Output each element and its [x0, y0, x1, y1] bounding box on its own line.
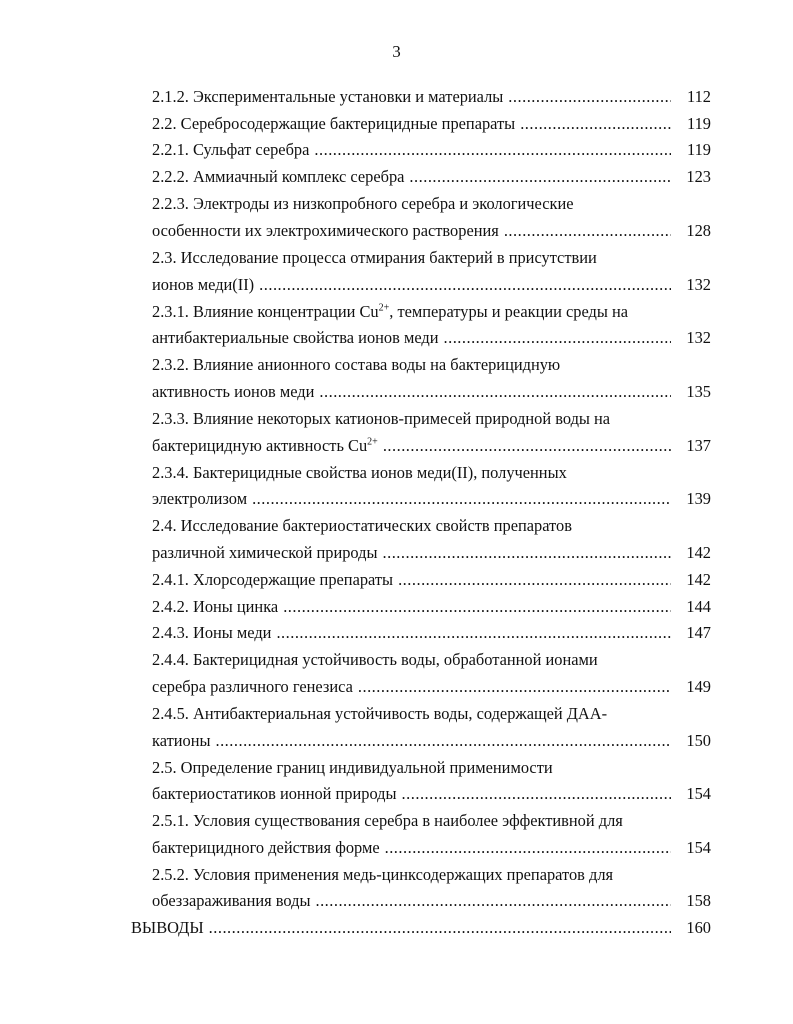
toc-entry-line — [152, 460, 711, 486]
toc-page-number: 149 — [686, 677, 711, 696]
toc-entry-title: 2.3.4. Бактерицидные свойства ионов меди(II), полученных — [152, 463, 567, 482]
toc-entry-line — [152, 808, 711, 834]
dot-leader — [520, 111, 671, 137]
toc-entry — [152, 164, 711, 190]
toc-page-number: 132 — [686, 328, 711, 347]
toc-entry-title: 2.3.2. Влияние анионного состава воды на бактерицидную — [152, 355, 561, 374]
toc-entry-title: 2.4.2. Ионы цинка — [152, 597, 279, 616]
dot-leader — [283, 594, 671, 620]
toc-page-number: 119 — [687, 114, 711, 133]
toc-entry-line — [152, 352, 711, 378]
toc-page-number: 158 — [686, 891, 711, 910]
toc-page-number: 144 — [686, 597, 711, 616]
toc-entry-title: 2.3.3. Влияние некоторых катионов-примесей природной воды на — [152, 409, 611, 428]
dot-leader — [215, 728, 671, 754]
toc-page-number: 135 — [686, 382, 711, 401]
dot-leader — [409, 164, 671, 190]
toc-entry-title-cont — [152, 433, 378, 459]
toc-page-number: 160 — [686, 918, 711, 937]
toc-entry — [152, 111, 711, 137]
toc-entry-line — [152, 191, 711, 217]
toc-entry-title: 2.2.2. Аммиачный комплекс серебра — [152, 167, 405, 186]
toc-page-number: 128 — [686, 221, 711, 240]
toc-entry — [152, 486, 711, 512]
toc-entry-title: 2.4. Исследование бактериостатических свойств препаратов — [152, 516, 572, 535]
dot-leader — [209, 915, 671, 941]
dot-leader — [383, 540, 672, 566]
toc-entry-title: 2.2.1. Сульфат серебра — [152, 140, 310, 159]
toc-page-number: 137 — [686, 436, 711, 455]
title-text: 2.3.1. Влияние концентрации Cu — [152, 302, 379, 321]
toc-entry-line — [152, 406, 711, 432]
toc-entry-line — [152, 755, 711, 781]
dot-leader — [504, 218, 671, 244]
dot-leader — [319, 379, 671, 405]
toc-page-number: 154 — [686, 784, 711, 803]
dot-leader — [358, 674, 671, 700]
toc-entry — [152, 272, 711, 298]
dot-leader — [444, 325, 672, 351]
toc-entry-title-cont: бактериостатиков ионной природы — [152, 784, 397, 803]
toc-entry-title-cont: серебра различного генезиса — [152, 677, 353, 696]
toc-page-number: 142 — [686, 543, 711, 562]
toc-page-number: 119 — [687, 140, 711, 159]
toc-entry-title: 2.2.3. Электроды из низкопробного серебра и экологические — [152, 194, 574, 213]
toc-page-number: 147 — [686, 623, 711, 642]
toc-entry-line — [152, 862, 711, 888]
toc-entry-title: 2.4.5. Антибактериальная устойчивость воды, содержащей ДАА- — [152, 704, 608, 723]
toc-entry-line — [152, 245, 711, 271]
toc-entry — [131, 915, 711, 941]
dot-leader — [315, 888, 671, 914]
dot-leader — [252, 486, 671, 512]
toc-entry-line — [152, 513, 711, 539]
dot-leader — [383, 433, 671, 459]
toc-entry-title — [152, 299, 628, 325]
toc-entry-title-cont: катионы — [152, 731, 211, 750]
toc-entry-title-cont: электролизом — [152, 489, 248, 508]
toc-entry — [152, 728, 711, 754]
toc-entry — [152, 567, 711, 593]
toc-page-number: 150 — [686, 731, 711, 750]
toc-entry-title: 2.5. Определение границ индивидуальной применимости — [152, 758, 553, 777]
toc-entry — [152, 218, 711, 244]
toc-page-number: 154 — [686, 838, 711, 857]
toc-entry-line — [152, 647, 711, 673]
toc-page-number: 139 — [686, 489, 711, 508]
toc-entry-title: 2.4.1. Хлорсодержащие препараты — [152, 570, 394, 589]
dot-leader — [259, 272, 671, 298]
dot-leader — [314, 137, 671, 163]
dot-leader — [385, 835, 671, 861]
toc-entry-title: ВЫВОДЫ — [131, 918, 204, 937]
toc-entry — [152, 325, 711, 351]
toc-entry-title: 2.4.3. Ионы меди — [152, 623, 272, 642]
toc-entry-title-cont: бактерицидного действия форме — [152, 838, 380, 857]
toc-entry-title: 2.4.4. Бактерицидная устойчивость воды, обработанной ионами — [152, 650, 598, 669]
toc-entry-title: 2.5.1. Условия существования серебра в наиболее эффективной для — [152, 811, 623, 830]
toc-page-number: 142 — [686, 570, 711, 589]
dot-leader — [402, 781, 671, 807]
page-number: 3 — [392, 42, 401, 61]
dot-leader — [398, 567, 671, 593]
toc-entry — [152, 433, 711, 459]
toc-entry-title-cont: обеззараживания воды — [152, 891, 311, 910]
toc-entry — [152, 540, 711, 566]
toc-entry — [152, 835, 711, 861]
dot-leader — [508, 84, 671, 110]
toc-entry — [152, 888, 711, 914]
toc-entry-title-cont: ионов меди(II) — [152, 275, 255, 294]
toc-entry-title: 2.1.2. Экспериментальные установки и материалы — [152, 87, 504, 106]
toc-page-number: 132 — [686, 275, 711, 294]
title-text: бактерицидную активность Cu — [152, 436, 368, 455]
title-text: , температуры и реакции среды на — [389, 302, 629, 321]
toc-entry-title-cont: особенности их электрохимического растворения — [152, 221, 499, 240]
toc-entry-title: 2.5.2. Условия применения медь-цинксодержащих препаратов для — [152, 865, 614, 884]
toc-entry-line — [152, 701, 711, 727]
toc-entry — [152, 620, 711, 646]
toc-page-number: 112 — [687, 87, 711, 106]
toc-entry-title-cont: различной химической природы — [152, 543, 378, 562]
toc-entry-title: 2.2. Серебросодержащие бактерицидные препараты — [152, 114, 516, 133]
toc-entry — [152, 594, 711, 620]
toc-entry — [152, 379, 711, 405]
toc-entry — [152, 674, 711, 700]
superscript-charge: 2+ — [378, 302, 390, 314]
toc-entry-line — [152, 299, 711, 325]
toc-page-number: 123 — [686, 167, 711, 186]
toc-entry — [152, 84, 711, 110]
toc-entry-title: 2.3. Исследование процесса отмирания бактерий в присутствии — [152, 248, 597, 267]
toc-entry — [152, 781, 711, 807]
superscript-charge: 2+ — [367, 436, 378, 448]
toc-entry — [152, 137, 711, 163]
toc-entry-title-cont: активность ионов меди — [152, 382, 315, 401]
dot-leader — [276, 620, 671, 646]
toc-entry-title-cont: антибактериальные свойства ионов меди — [152, 328, 439, 347]
